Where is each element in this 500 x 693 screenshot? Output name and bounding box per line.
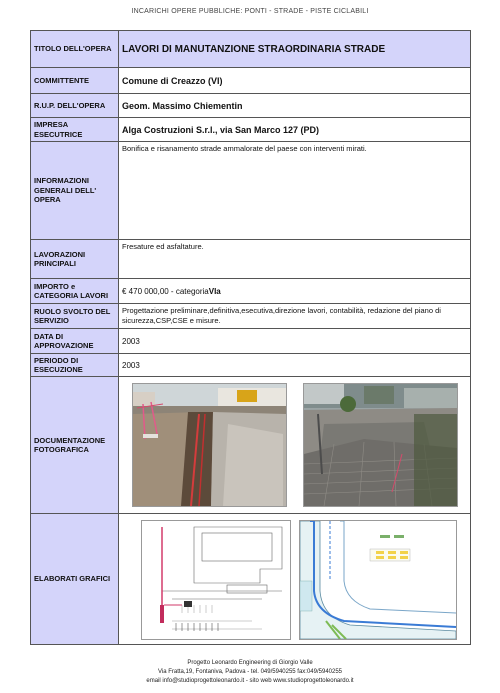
footer-company: Progetto Leonardo Engineering di Giorgio Valle — [187, 660, 313, 666]
value-rup: Geom. Massimo Chiementin — [119, 94, 471, 118]
row-impresa — [31, 118, 471, 142]
value-committente: Comune di Creazzo (VI) — [119, 68, 471, 94]
drawing-site-plan — [141, 520, 291, 640]
row-documentazione — [31, 377, 471, 514]
label-titolo: TITOLO DELL'OPERA — [31, 31, 119, 68]
importo-amount: € 470 000,00 - categoria — [122, 286, 209, 296]
value-periodo: 2003 — [119, 354, 471, 377]
drawing-road-layout — [299, 520, 457, 640]
row-committente — [31, 68, 471, 94]
label-lavorazioni: LAVORAZIONI PRINCIPALI — [31, 240, 119, 279]
row-titolo — [31, 31, 471, 68]
row-data-approvazione — [31, 329, 471, 354]
project-sheet — [30, 30, 471, 645]
value-impresa: Alga Costruzioni S.r.l., via San Marco 127 (PD) — [119, 118, 471, 142]
value-titolo: LAVORI DI MANUTANZIONE STRAORDINARIA STRADE — [119, 31, 471, 68]
row-informazioni — [31, 142, 471, 240]
drawing-road-layout-image — [300, 521, 456, 639]
importo-category: VIa — [208, 286, 221, 296]
row-lavorazioni — [31, 240, 471, 279]
row-periodo — [31, 354, 471, 377]
label-rup: R.U.P. DELL'OPERA — [31, 94, 119, 118]
value-lavorazioni: Fresature ed asfaltature. — [119, 240, 471, 279]
photo-excavation-image — [133, 384, 286, 506]
row-rup — [31, 94, 471, 118]
label-elaborati: ELABORATI GRAFICI — [31, 514, 119, 645]
photo-paving — [303, 383, 458, 507]
label-impresa: IMPRESA ESECUTRICE — [31, 118, 119, 142]
label-data-approvazione: DATA DI APPROVAZIONE — [31, 329, 119, 354]
row-ruolo — [31, 304, 471, 329]
photo-excavation — [132, 383, 287, 507]
label-informazioni: INFORMAZIONI GENERALI DELL' OPERA — [31, 142, 119, 240]
page-header: INCARICHI OPERE PUBBLICHE: PONTI - STRADE - PISTE CICLABILI — [131, 8, 369, 15]
label-documentazione: DOCUMENTAZIONE FOTOGRAFICA — [31, 377, 119, 514]
footer-address: Via Fratta,19, Fontaniva, Padova - tel. 049/5940255 fax:049/5940255 — [157, 669, 343, 675]
drawing-site-plan-image — [142, 521, 290, 639]
value-ruolo: Progettazione preliminare,definitiva,esecutiva,direzione lavori, contabilità, redazione del piano di sicurezza,CSP,CSE e misure. — [119, 304, 471, 329]
photo-cell — [119, 377, 471, 514]
footer-contacts: email info@studioprogettoleonardo.it - sito web www.studioprogettoleonardo.it — [146, 678, 354, 684]
row-elaborati — [31, 514, 471, 645]
label-committente: COMMITTENTE — [31, 68, 119, 94]
row-importo — [31, 279, 471, 304]
value-data-approvazione: 2003 — [119, 329, 471, 354]
drawing-cell — [119, 514, 471, 645]
value-informazioni: Bonifica e risanamento strade ammalorate del paese con interventi mirati. — [119, 142, 471, 240]
label-periodo: PERIODO DI ESECUZIONE — [31, 354, 119, 377]
label-ruolo: RUOLO SVOLTO DEL SERVIZIO — [31, 304, 119, 329]
photo-paving-image — [304, 384, 457, 506]
label-importo: IMPORTO e CATEGORIA LAVORI — [31, 279, 119, 304]
value-importo — [119, 279, 471, 304]
